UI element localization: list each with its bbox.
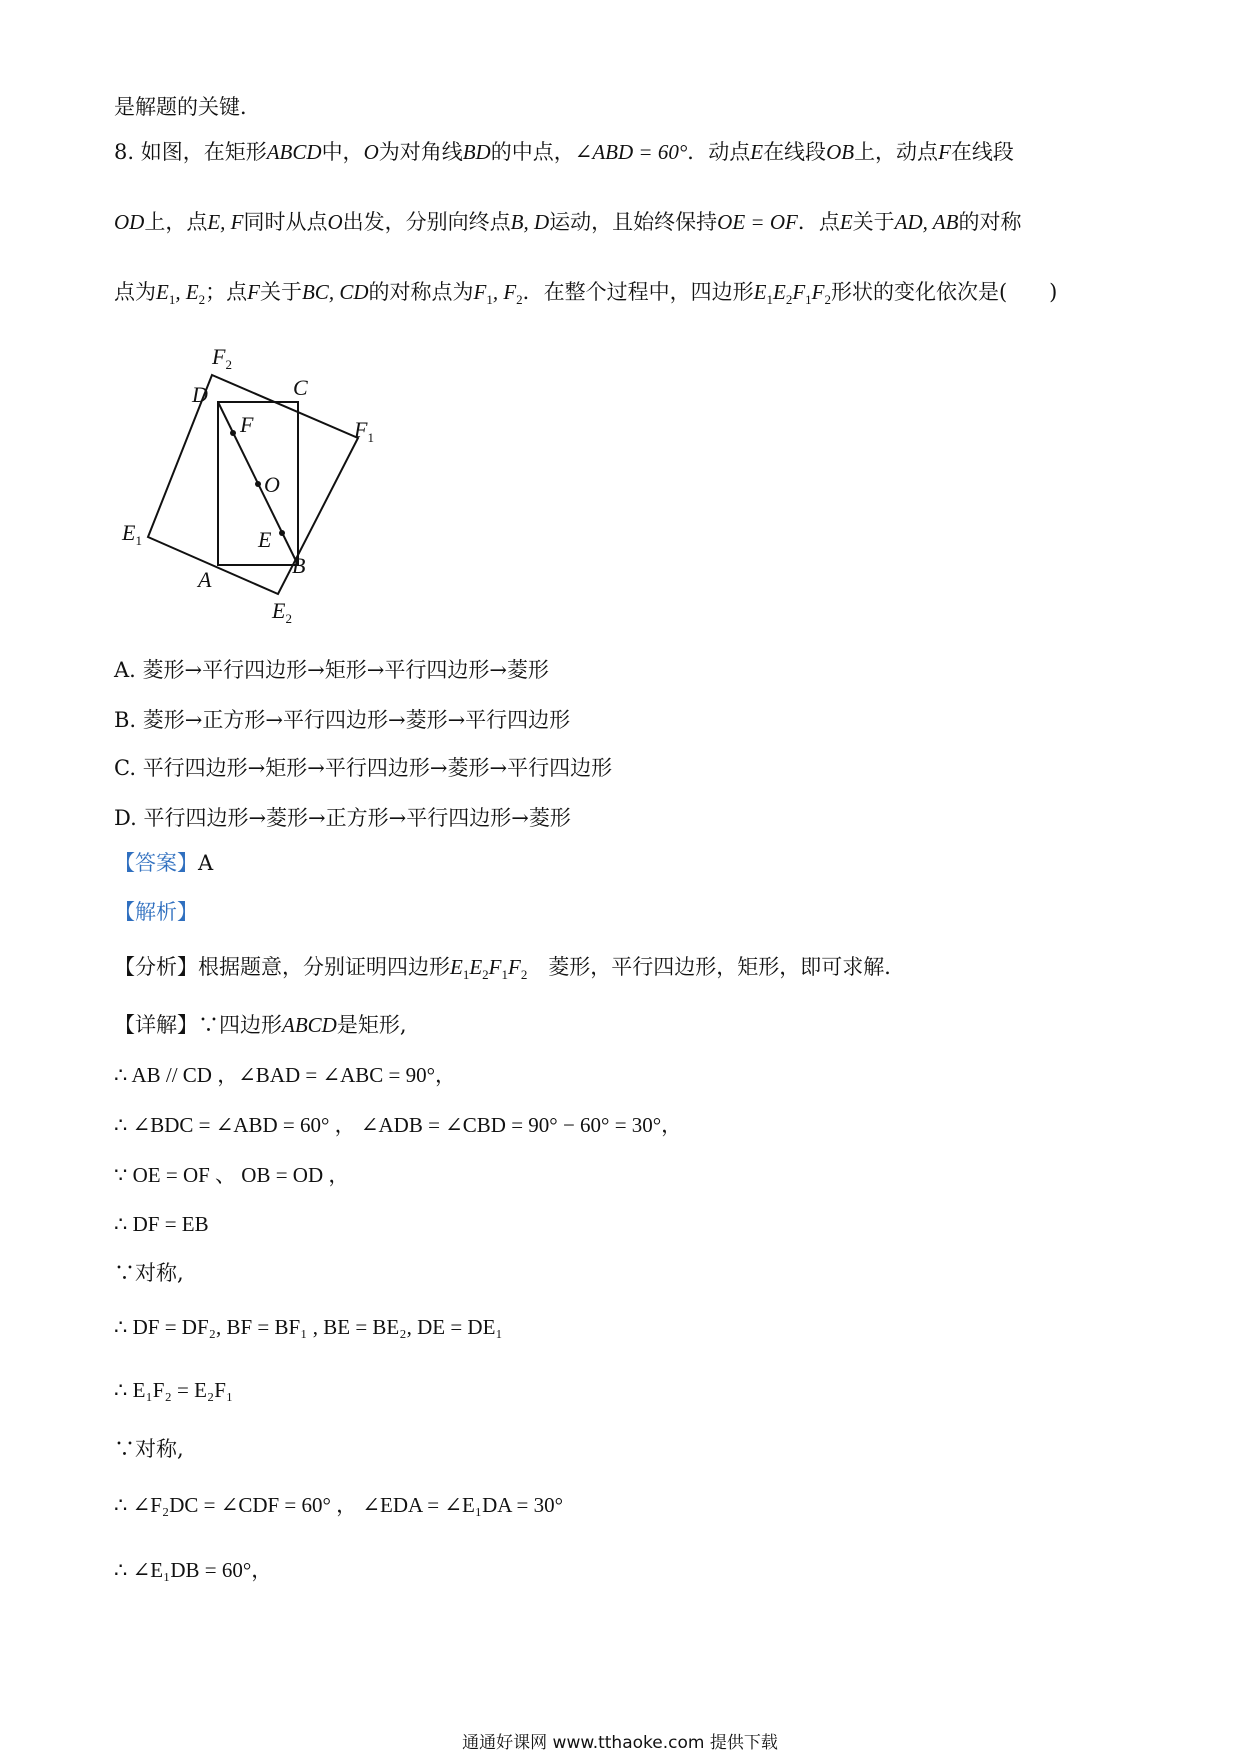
detail-line-1: 【详解】∵四边形ABCD是矩形,	[114, 1013, 407, 1037]
intro-line: 是解题的关键．	[114, 95, 261, 119]
q-text: 在线段	[950, 140, 1014, 164]
option-c: C. 平行四边形→矩形→平行四边形→菱形→平行四边形	[114, 756, 613, 780]
q-math: F	[247, 280, 260, 304]
page-footer: 通通好课网 www.tthaoke.com 提供下载	[462, 1733, 778, 1753]
q-text: 在线段	[763, 140, 827, 164]
analysis-line	[114, 900, 198, 925]
q-math: AD, AB	[894, 210, 959, 234]
label-f1: $F_1$	[354, 417, 374, 445]
q-text: 的中点，	[490, 140, 575, 164]
question-number: 8.	[114, 140, 135, 164]
q-math: ABCD	[266, 140, 322, 164]
label-e: E	[258, 527, 272, 552]
detail-line-2: ∴ AB // CD ，∠BAD = ∠ABC = 90°，	[114, 1063, 457, 1087]
q-text: 上，点	[144, 210, 208, 234]
detail-line-11: ∴ ∠E₁DB = 60°，	[114, 1558, 273, 1582]
detail-line-7: ∴ DF = DF₂, BF = BF₁ , BE = BE₂, DE = DE₁	[114, 1315, 503, 1339]
analysis-tag: 【解析】	[114, 900, 198, 924]
label-e1: $E_1$	[122, 520, 142, 548]
q-math: E	[750, 140, 764, 164]
detail-line-3: ∴ ∠BDC = ∠ABD = 60° ， ∠ADB = ∠CBD = 90° − 60° = 30°，	[114, 1113, 683, 1137]
q-math: E, F	[207, 210, 244, 234]
fenxi-math: $E_1E_2F_1F_2$	[450, 955, 528, 982]
q-text: ；点	[205, 280, 248, 304]
question-line-1	[114, 140, 1014, 165]
detail-line-9: ∵对称,	[114, 1437, 184, 1461]
label-o: O	[264, 472, 280, 497]
answer-value: A	[198, 851, 214, 875]
q-math: O	[327, 210, 343, 234]
q-math: OB	[826, 140, 855, 164]
q-text: 形状的变化依次是( )	[830, 280, 1058, 304]
q-math: B, D	[510, 210, 550, 234]
detail-line-5: ∴ DF = EB	[114, 1212, 209, 1236]
q-math: $E_1$, $E_2$	[156, 280, 206, 307]
detail-line-4: ∵ OE = OF 、 OB = OD ，	[114, 1163, 350, 1187]
q-math: $F_1$, $F_2$	[473, 280, 523, 307]
option-b: B. 菱形→正方形→平行四边形→菱形→平行四边形	[114, 708, 571, 732]
q-text: 上，动点	[854, 140, 939, 164]
q-text: 同时从点	[243, 210, 328, 234]
q-text: 中，	[321, 140, 364, 164]
q-text: 的对称点为	[368, 280, 474, 304]
label-d: D	[192, 382, 208, 407]
q-math: $E_1E_2F_1F_2$	[753, 280, 831, 307]
q-text: 出发，分别向终点	[342, 210, 511, 234]
label-e2: $E_2$	[272, 598, 292, 626]
detail-tag: 【详解】	[114, 1013, 198, 1037]
detail-line-10: ∴ ∠F₂DC = ∠CDF = 60° ， ∠EDA = ∠E₁DA = 30°	[114, 1493, 564, 1517]
label-a: A	[198, 567, 212, 592]
q-text: 关于	[852, 210, 895, 234]
q-text: ．动点	[687, 140, 751, 164]
q-math: OE = OF	[717, 210, 798, 234]
q-math: F	[938, 140, 951, 164]
q-text: 如图，在矩形	[140, 140, 267, 164]
option-a: A. 菱形→平行四边形→矩形→平行四边形→菱形	[114, 658, 549, 682]
answer-line	[114, 851, 213, 876]
q-text: ．点	[797, 210, 840, 234]
detail-line-6: ∵对称,	[114, 1261, 184, 1285]
question-line-2	[114, 210, 1021, 235]
q-math: OD	[114, 210, 145, 234]
detail-line-8: ∴ E₁F₂ = E₂F₁	[114, 1378, 234, 1402]
option-d: D. 平行四边形→菱形→正方形→平行四边形→菱形	[114, 806, 571, 830]
answer-tag: 【答案】	[114, 851, 198, 875]
label-c: C	[293, 375, 308, 400]
point-o	[255, 481, 261, 487]
q-text: ．在整个过程中，四边形	[522, 280, 754, 304]
point-f	[230, 430, 236, 436]
q-text: 关于	[259, 280, 302, 304]
quadrilateral-e1e2f1f2	[148, 375, 358, 594]
q-text: 的对称	[958, 210, 1022, 234]
fenxi-line: 【分析】根据题意，分别证明四边形$E_1E_2F_1F_2$ 菱形，平行四边形，矩形，即可求解．	[114, 955, 906, 982]
label-b: B	[292, 553, 306, 578]
question-line-3	[114, 280, 1057, 305]
q-math: O	[363, 140, 379, 164]
q-math: E	[839, 210, 853, 234]
label-f2: $F_2$	[212, 344, 232, 372]
q-math: BD	[462, 140, 491, 164]
q-text: 为对角线	[378, 140, 463, 164]
q-text: 点为	[114, 280, 156, 304]
fenxi-tag: 【分析】	[114, 955, 198, 979]
q-math: BC, CD	[301, 280, 369, 304]
q-math: ∠ABD = 60°	[574, 140, 688, 164]
geometry-figure	[118, 340, 408, 630]
label-f: F	[240, 412, 254, 437]
q-text: 运动，且始终保持	[549, 210, 718, 234]
point-e	[279, 530, 285, 536]
